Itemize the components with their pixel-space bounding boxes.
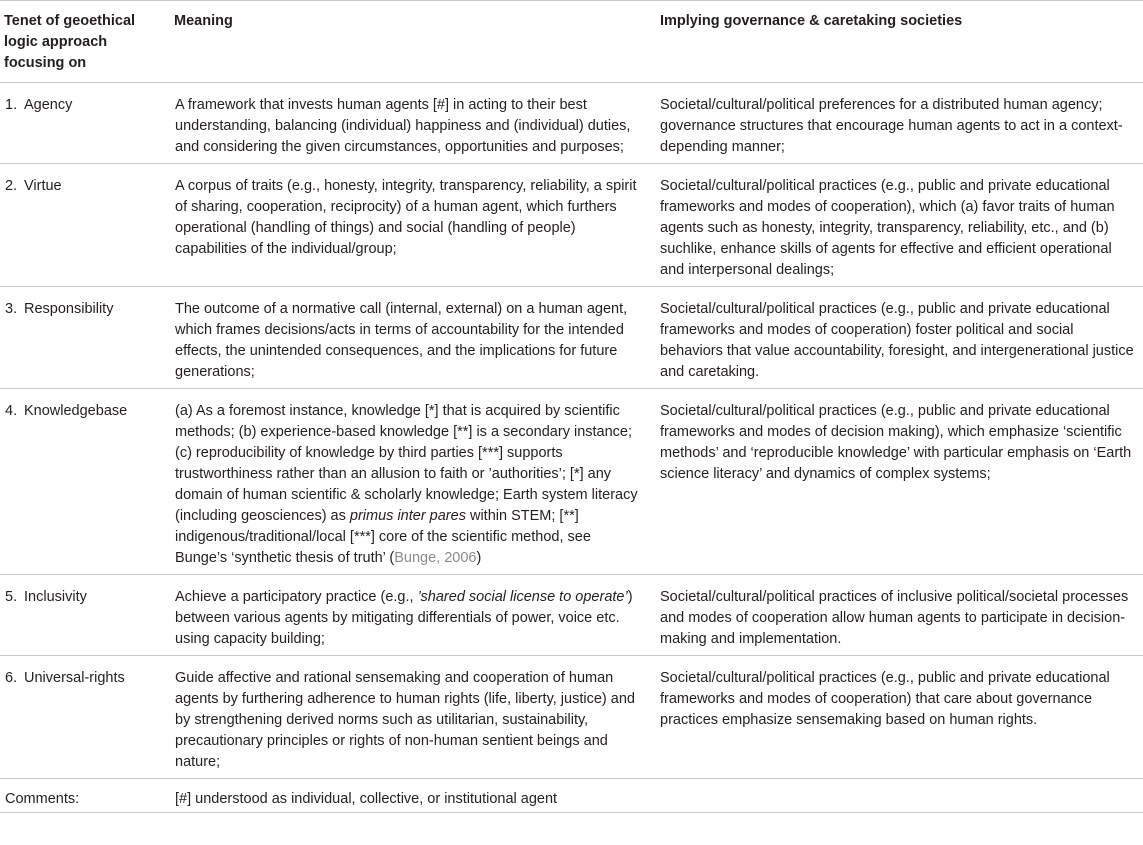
implying-cell: Societal/cultural/political practices (e.g., public and private educational frameworks and modes of cooperation) that care about governance practices emphasize sensemaking based on human rights.: [660, 656, 1143, 779]
implying-cell: Societal/cultural/political practices (e.g., public and private educational frameworks and modes of cooperation) foster political and social behaviors that value accountability, foresight, and intergenerational justice and caretaking.: [660, 287, 1143, 389]
row-number: 6.: [5, 670, 18, 686]
row-number: 1.: [5, 97, 18, 113]
comments-text: [#] understood as individual, collective, or institutional agent: [170, 779, 660, 813]
meaning-cell: Achieve a participatory practice (e.g., ’shared social license to operate’) between various agents by mitigating differentials of power, voice etc. using capacity building;: [170, 575, 660, 656]
implying-cell: Societal/cultural/political practices (e.g., public and private educational frameworks and modes of cooperation), which (a) favor traits of human agents such as honesty, integrity, transparency, reliability, etc., and (b) suchlike, enhance skills of agents for effective and efficient operational and interpersonal dealings;: [660, 164, 1143, 287]
italic-phrase: ’shared social license to operate’: [417, 589, 628, 605]
tenet-label: Virtue: [24, 178, 62, 194]
tenet-label: Inclusivity: [24, 589, 87, 605]
implying-cell: Societal/cultural/political practices of inclusive political/societal processes and modes of cooperation allow human agents to participate in decision-making and implementation.: [660, 575, 1143, 656]
row-number: 3.: [5, 301, 18, 317]
comments-label: Comments:: [0, 779, 170, 813]
tenet-label: Knowledgebase: [24, 403, 128, 419]
implying-cell: Societal/cultural/political preferences for a distributed human agency; governance structures that encourage human agents to act in a context-depending manner;: [660, 83, 1143, 164]
table-row: [0, 575, 1143, 656]
tenet-label: Universal-rights: [24, 670, 125, 686]
meaning-cell: Guide affective and rational sensemaking and cooperation of human agents by furthering adherence to human rights (life, liberty, justice) and by strengthening derived norms such as utilitarian, sustainability, precautionary principles or rights of non-human sentient beings and nature;: [170, 656, 660, 779]
header-tenet: Tenet of geoethical logic approach focusing on: [0, 1, 170, 83]
tenet-label: Responsibility: [24, 301, 114, 317]
meaning-cell: A framework that invests human agents [#] in acting to their best understanding, balancing (individual) happiness and (individual) duties, and considering the given circumstances, opportunities and purposes;: [170, 83, 660, 164]
table-row: [0, 287, 1143, 389]
table-row: [0, 656, 1143, 779]
row-number: 5.: [5, 589, 18, 605]
meaning-cell: The outcome of a normative call (internal, external) on a human agent, which frames decisions/acts in terms of accountability for the intended effects, the unintended consequences, and the implications for future generations;: [170, 287, 660, 389]
meaning-cell: A corpus of traits (e.g., honesty, integrity, transparency, reliability, a spirit of sharing, cooperation, reciprocity) of a human agent, which furthers operational (handling of things) and social (handling of people) capabilities of the individual/group;: [170, 164, 660, 287]
meaning-cell: (a) As a foremost instance, knowledge [*] that is acquired by scientific methods; (b) experience-based knowledge [**] is a secondary instance; (c) reproducibility of knowledge by third parties [***] supports trustworthiness rather than an allusion to faith or ’authorities’; [*] any domain of human scientific & scholarly knowledge; Earth system literacy (including geosciences) as primus inter pares within STEM; [**] indigenous/traditional/local [***] core of the scientific method, see Bunge’s ‘synthetic thesis of truth’ (Bunge, 2006): [170, 389, 660, 575]
comments-row: [0, 779, 1143, 813]
tenet-label: Agency: [24, 97, 73, 113]
row-number: 4.: [5, 403, 18, 419]
italic-phrase: primus inter pares: [349, 508, 466, 524]
row-number: 2.: [5, 178, 18, 194]
header-row: [0, 1, 1143, 83]
table-row: [0, 164, 1143, 287]
table-row: [0, 389, 1143, 575]
header-implying: Implying governance & caretaking societies: [660, 1, 1143, 83]
table-row: [0, 83, 1143, 164]
citation-link[interactable]: Bunge, 2006: [394, 550, 477, 566]
implying-cell: Societal/cultural/political practices (e.g., public and private educational frameworks and modes of decision making), which emphasize ‘scientific methods’ and ‘reproducible knowledge’ with particular emphasis on ‘Earth science literacy’ and dynamics of complex systems;: [660, 389, 1143, 575]
header-meaning: Meaning: [170, 1, 660, 83]
